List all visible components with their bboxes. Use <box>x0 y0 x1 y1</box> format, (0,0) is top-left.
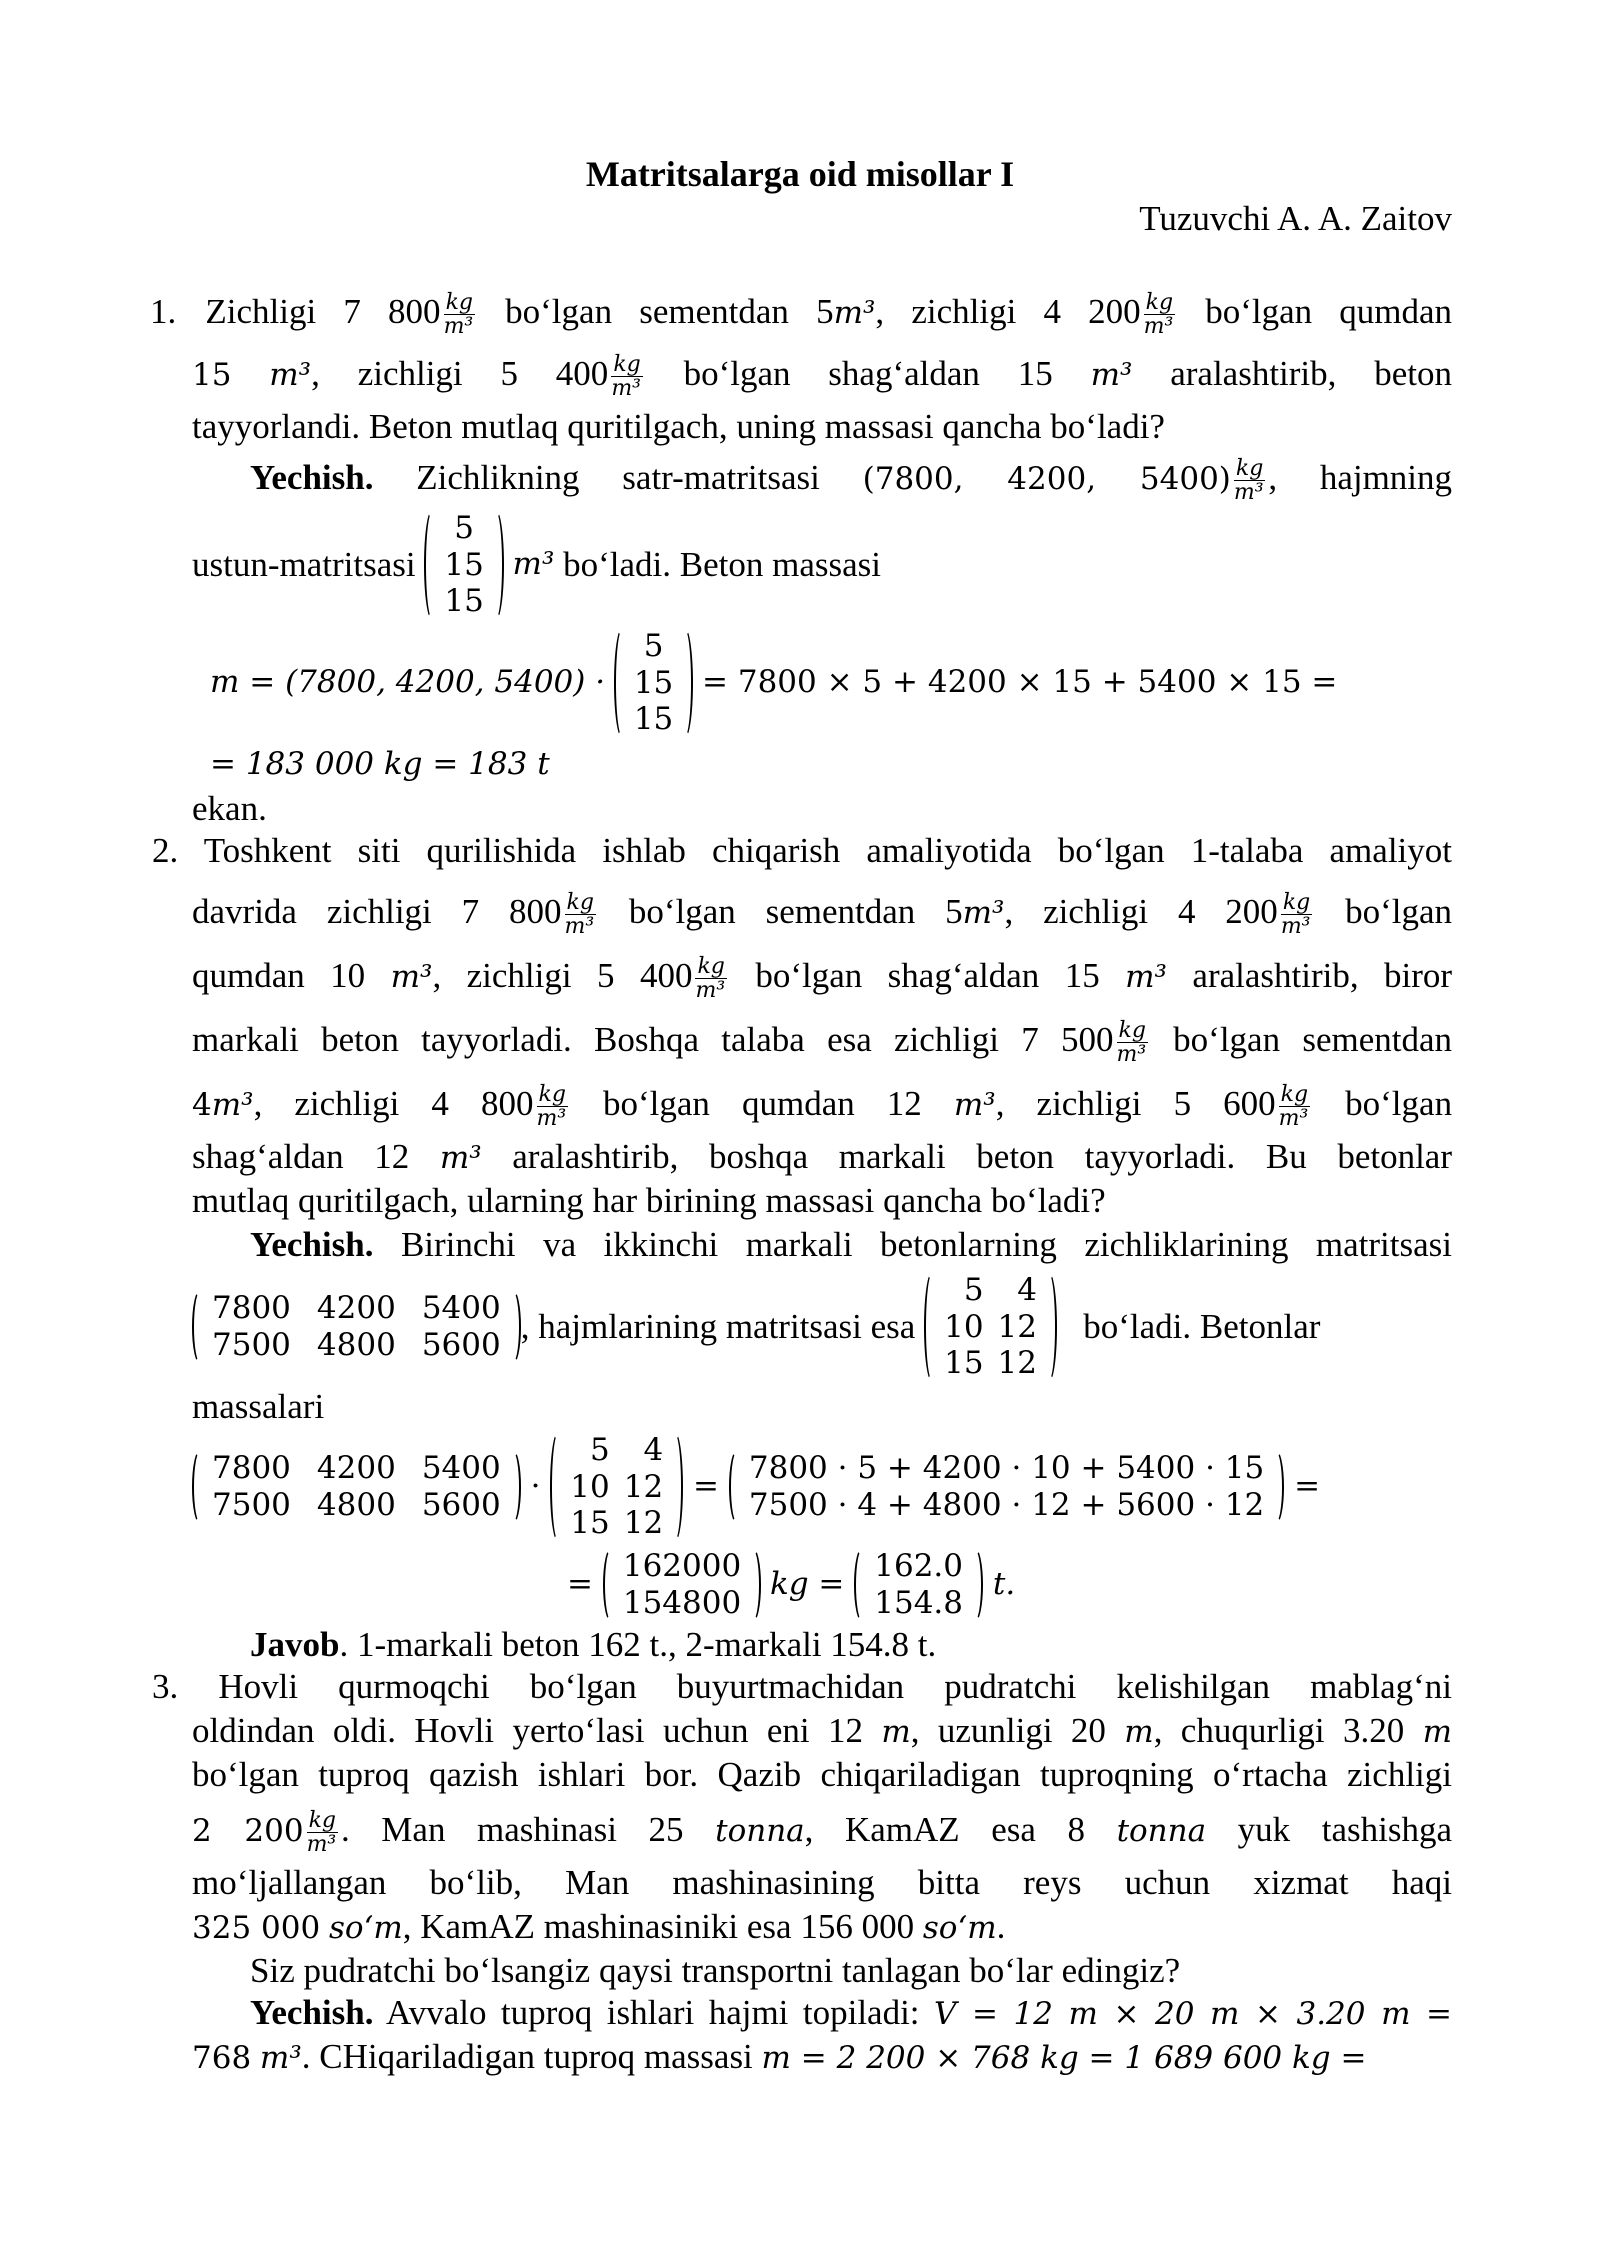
column-matrix: 5 15 15 <box>424 510 503 620</box>
answer-label: Javob <box>250 1625 340 1664</box>
problem1-ending: ekan. <box>192 789 267 828</box>
solution-label: Yechish. <box>250 1993 374 2032</box>
document-body <box>152 282 1452 2080</box>
problem3-line3: bo‘lgan tuproq qazish ishlari bor. Qazib chiqariladigan tuproqning o‘rtacha zichligi <box>192 1755 1452 1794</box>
problem3-solution-line2: 768 m³. CHiqariladigan tuproq massasi m = 2 200 × 768 kg = 1 689 600 kg = <box>192 2037 1367 2076</box>
problem2-answer: Javob. 1-markali beton 162 t., 2-markali 154.8 t. <box>250 1625 937 1664</box>
unit-fraction: $\frac{kg}{\text{m³}}$ <box>564 890 595 940</box>
problem2-result-equation: = 162000 154800 kg = 162.0 154.8 t. <box>567 1548 1016 1621</box>
problem2-matrices-line: 7800 4200 5400 7500 4800 5600 , hajmlarining matritsasi esa 5 4 10 12 15 12 bo‘ladi. Betonlar <box>152 1268 1452 1386</box>
unit-fraction: $\frac{kg}{\text{m³}}$ <box>536 1082 567 1132</box>
problem3-line1: 3. Hovli qurmoqchi bo‘lgan buyurtmachidan pudratchi kelishilgan mablag‘ni <box>152 1667 1452 1706</box>
problem3-line5: mo‘ljallangan bo‘lib, Man mashinasining bitta reys uchun xizmat haqi <box>192 1863 1452 1902</box>
unit-fraction: $\frac{kg}{\text{m³}}$ <box>1280 890 1311 940</box>
problem2-product-equation: 7800 4200 5400 7500 4800 5600 · 5 4 10 12 15 12 = 7800 · 5 + 4200 · 10 + 5400 · 15 7500 · 4 + 4800 · 12 + 5600 · 12 = <box>152 1428 1452 1546</box>
product-matrix: 7800 · 5 + 4200 · 10 + 5400 · 15 7500 · 4 + 4800 · 12 + 5600 · 12 <box>729 1450 1284 1523</box>
result-t-matrix: 162.0 154.8 <box>854 1548 983 1621</box>
unit-fraction: $\frac{kg}{\text{m³}}$ <box>695 954 726 1004</box>
problem2-line3: qumdan 10 m³, zichligi 5 400 $\frac{kg}{\text{m³}}$ bo‘lgan shag‘aldan 15 m³ aralashtirib, biror <box>192 954 1453 1004</box>
problem2-line2: davrida zichligi 7 800 $\frac{kg}{\text{m³}}$ bo‘lgan sementdan 5m³, zichligi 4 200 $\frac{kg}{\text{m³}}$ bo‘lgan <box>192 890 1453 940</box>
column-matrix: 5 15 15 <box>614 628 693 738</box>
volume-matrix: 5 4 10 12 15 12 <box>924 1272 1057 1382</box>
problem2-line5: 4m³, zichligi 4 800 $\frac{kg}{\text{m³}}$ bo‘lgan qumdan 12 m³, zichligi 5 600 $\frac{kg}{\text{m³}}$ bo‘lgan <box>192 1082 1453 1132</box>
problem2-line1: 2. Toshkent siti qurilishida ishlab chiqarish amaliyotida bo‘lgan 1-talaba amaliyot <box>152 831 1452 870</box>
problem1-line3: tayyorlandi. Beton mutlaq quritilgach, uning massasi qancha bo‘ladi? <box>192 407 1165 446</box>
problem2-massalari: massalari <box>192 1387 325 1426</box>
unit-fraction: $\frac{kg}{\text{m³}}$ <box>306 1808 337 1858</box>
problem3-number: 3. <box>152 1667 179 1706</box>
unit-fraction: $\frac{kg}{\text{m³}}$ <box>1143 290 1174 340</box>
problem2-solution: Yechish. Birinchi va ikkinchi markali betonlarning zichliklarining matritsasi <box>250 1225 1452 1264</box>
unit-fraction: $\frac{kg}{\text{m³}}$ <box>1116 1018 1147 1068</box>
solution-label: Yechish. <box>250 458 374 497</box>
density-matrix: 7800 4200 5400 7500 4800 5600 <box>192 1450 521 1523</box>
problem1-column-line: ustun-matritsasi 5 15 15 m³ bo‘ladi. Beton massasi <box>192 510 881 620</box>
problem1-line1: 1. Zichligi 7 800 $\frac{kg}{\text{m³}}$ bo‘lgan sementdan 5m³, zichligi 4 200 $\frac{kg}{\text{m³}}$ bo‘lgan qumdan <box>150 290 1453 340</box>
problem3-line6: 325 000 so‘m, KamAZ mashinasiniki esa 156 000 so‘m. <box>192 1907 1006 1946</box>
density-matrix: 7800 4200 5400 7500 4800 5600 <box>192 1290 521 1363</box>
result-kg-matrix: 162000 154800 <box>603 1548 761 1621</box>
problem2-number: 2. <box>152 831 179 870</box>
problem1-equation: m = (7800, 4200, 5400) · 5 15 15 = 7800 × 5 + 4200 × 15 + 5400 × 15 = <box>210 628 1338 738</box>
problem3-line2: oldindan oldi. Hovli yerto‘lasi uchun eni 12 m, uzunligi 20 m, chuqurligi 3.20 m <box>192 1711 1453 1750</box>
problem1-number: 1. <box>150 292 177 331</box>
problem1-line2: 15 m³, zichligi 5 400 $\frac{kg}{\text{m³}}$ bo‘lgan shag‘aldan 15 m³ aralashtirib, beton <box>192 352 1452 402</box>
problem2-line7: mutlaq quritilgach, ularning har birining massasi qancha bo‘ladi? <box>192 1181 1106 1220</box>
problem1-result: = 183 000 kg = 183 t <box>210 746 550 782</box>
problem2-line6: shag‘aldan 12 m³ aralashtirib, boshqa markali beton tayyorladi. Bu betonlar <box>192 1137 1453 1176</box>
unit-fraction: $\frac{kg}{\text{m³}}$ <box>1233 456 1264 506</box>
volume-matrix: 5 4 10 12 15 12 <box>550 1432 683 1542</box>
document-author: Tuzuvchi A. A. Zaitov <box>1139 199 1452 238</box>
problem3-question: Siz pudratchi bo‘lsangiz qaysi transportni tanlagan bo‘lar edingiz? <box>250 1951 1181 1990</box>
problem2-line4: markali beton tayyorladi. Boshqa talaba esa zichligi 7 500 $\frac{kg}{\text{m³}}$ bo‘lgan sementdan <box>192 1018 1453 1068</box>
problem3-solution-line1: Yechish. Avvalo tuproq ishlari hajmi topiladi: V = 12 m × 20 m × 3.20 m = <box>250 1993 1452 2032</box>
solution-label: Yechish. <box>250 1225 374 1264</box>
unit-fraction: $\frac{kg}{\text{m³}}$ <box>611 352 641 402</box>
document-title: Matritsalarga oid misollar I <box>585 154 1015 194</box>
problem1-solution: Yechish. Zichlikning satr-matritsasi (7800, 4200, 5400) $\frac{kg}{\text{m³}}$ , hajmning <box>250 456 1453 506</box>
unit-fraction: $\frac{kg}{\text{m³}}$ <box>1278 1082 1309 1132</box>
problem3-line4: 2 200 $\frac{kg}{\text{m³}}$ . Man mashinasi 25 tonna, KamAZ esa 8 tonna yuk tashishga <box>192 1808 1452 1858</box>
unit-fraction: $\frac{kg}{\text{m³}}$ <box>443 290 474 340</box>
